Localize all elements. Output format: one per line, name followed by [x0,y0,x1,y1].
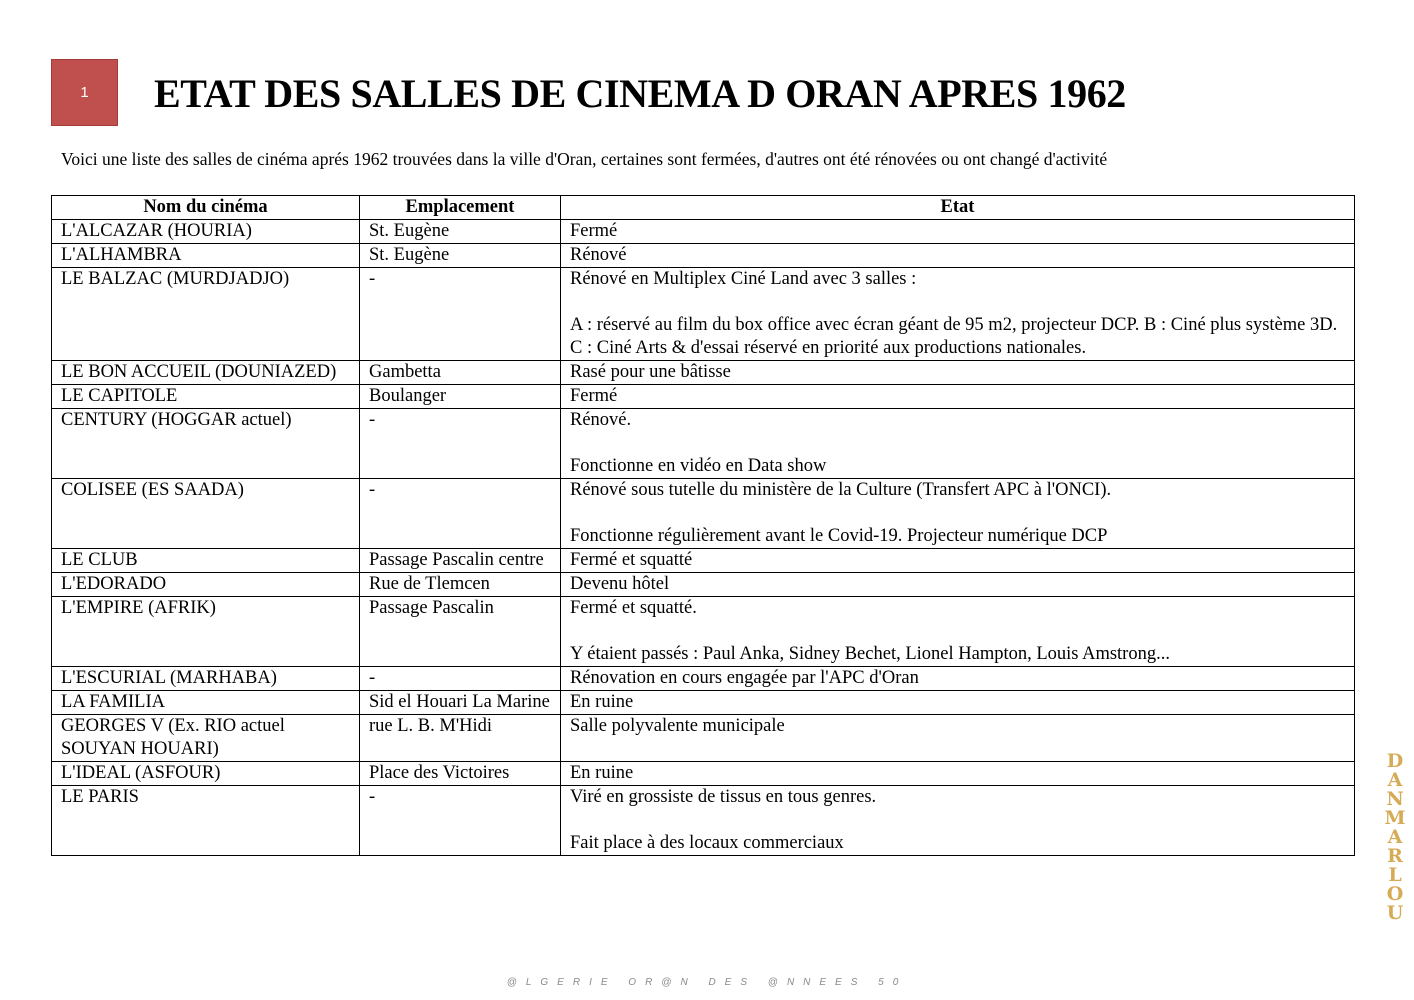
state-line [570,809,1345,832]
state-line: Salle polyvalente municipale [570,716,785,736]
table-row [52,385,1355,409]
watermark-text: DANMARLOU [1384,750,1406,921]
cinema-state-cell [561,597,1355,667]
cinema-state-cell [561,244,1355,268]
table-row [52,409,1355,479]
cinema-name-cell: L'IDEAL (ASFOUR) [52,762,360,786]
cinema-name-cell: CENTURY (HOGGAR actuel) [52,409,360,479]
cinema-location-cell: - [360,479,561,549]
cinema-name-cell: LE BALZAC (MURDJADJO) [52,268,360,361]
cinema-name-cell: L'ESCURIAL (MARHABA) [52,667,360,691]
cinema-location-cell: - [360,786,561,856]
cinema-state-cell [561,715,1355,762]
state-line: Rasé pour une bâtisse [570,362,731,382]
cinema-state-cell [561,409,1355,479]
state-line: Rénové sous tutelle du ministère de la Culture (Transfert APC à l'ONCI). [570,480,1112,500]
intro-paragraph: Voici une liste des salles de cinéma aprés 1962 trouvées dans la ville d'Oran, certaines sont fermées, d'autres ont été rénovées ou ont changé d'activité [61,149,1108,169]
page-number: 1 [80,84,89,101]
state-line: A : réservé au film du box office avec écran géant de 95 m2, projecteur DCP. B : Ciné plus système 3D. C : Ciné Arts & d'essai réservé en priorité aux productions nationales. [570,315,1342,358]
page-title: ETAT DES SALLES DE CINEMA D ORAN APRES 1962 [154,71,1126,116]
cinema-location-cell: Passage Pascalin [360,597,561,667]
table-row [52,244,1355,268]
state-line: Rénové en Multiplex Ciné Land avec 3 salles : [570,269,917,289]
cinema-location-cell: St. Eugène [360,244,561,268]
cinema-location-cell: Passage Pascalin centre [360,549,561,573]
table-row [52,667,1355,691]
state-line [570,291,1345,314]
cinema-table [51,195,1355,856]
cinema-state-cell [561,549,1355,573]
cinema-location-cell: Place des Victoires [360,762,561,786]
table-row [52,220,1355,244]
cinema-name-cell: LA FAMILIA [52,691,360,715]
cinema-state-cell [561,573,1355,597]
cinema-name-cell: L'ALCAZAR (HOURIA) [52,220,360,244]
cinema-name-cell: COLISEE (ES SAADA) [52,479,360,549]
table-row [52,762,1355,786]
table-row [52,597,1355,667]
cinema-state-cell [561,479,1355,549]
table-row [52,691,1355,715]
state-line: En ruine [570,763,634,783]
state-line: Viré en grossiste de tissus en tous genres. [570,787,877,807]
state-line: Fermé et squatté [570,550,693,570]
cinema-state-cell [561,385,1355,409]
cinema-location-cell: Sid el Houari La Marine [360,691,561,715]
cinema-name-cell: GEORGES V (Ex. RIO actuel SOUYAN HOUARI) [52,715,360,762]
cinema-state-cell [561,667,1355,691]
cinema-state-cell [561,786,1355,856]
cinema-state-cell [561,268,1355,361]
state-line: Fermé et squatté. [570,598,697,618]
table-row [52,573,1355,597]
table-row [52,479,1355,549]
side-watermark [1380,750,1410,965]
cinema-name-cell: LE BON ACCUEIL (DOUNIAZED) [52,361,360,385]
state-line: En ruine [570,692,634,712]
state-line: Devenu hôtel [570,574,670,594]
cinema-name-cell: LE CAPITOLE [52,385,360,409]
footer-caption: @LGERIE OR@N DES @NNEES 50 [506,977,908,988]
cinema-location-cell: St. Eugène [360,220,561,244]
state-line: Fonctionne régulièrement avant le Covid-19. Projecteur numérique DCP [570,526,1108,546]
table-row [52,786,1355,856]
state-line: Fermé [570,221,618,241]
table-row [52,715,1355,762]
cinema-name-cell: L'EMPIRE (AFRIK) [52,597,360,667]
cinema-state-cell [561,762,1355,786]
state-line [570,620,1345,643]
header-name: Nom du cinéma [52,196,360,220]
state-line: Rénové. [570,410,632,430]
cinema-location-cell: rue L. B. M'Hidi [360,715,561,762]
state-line: Fait place à des locaux commerciaux [570,833,844,853]
header-location: Emplacement [360,196,561,220]
page-number-badge [51,59,118,126]
state-line [570,432,1345,455]
table-header-row [52,196,1355,220]
cinema-state-cell [561,691,1355,715]
cinema-name-cell: L'EDORADO [52,573,360,597]
cinema-name-cell: L'ALHAMBRA [52,244,360,268]
state-line: Rénové [570,245,627,265]
cinema-name-cell: LE CLUB [52,549,360,573]
state-line: Y étaient passés : Paul Anka, Sidney Bechet, Lionel Hampton, Louis Amstrong... [570,644,1170,664]
table-row [52,361,1355,385]
cinema-location-cell: - [360,268,561,361]
cinema-location-cell: - [360,667,561,691]
state-line: Fonctionne en vidéo en Data show [570,456,827,476]
header-state: Etat [561,196,1355,220]
table-body [52,220,1355,856]
cinema-state-cell [561,361,1355,385]
cinema-location-cell: Boulanger [360,385,561,409]
cinema-state-cell [561,220,1355,244]
table-row [52,549,1355,573]
cinema-location-cell: - [360,409,561,479]
cinema-location-cell: Gambetta [360,361,561,385]
state-line: Fermé [570,386,618,406]
table-row [52,268,1355,361]
state-line: Rénovation en cours engagée par l'APC d'Oran [570,668,919,688]
cinema-name-cell: LE PARIS [52,786,360,856]
state-line [570,502,1345,525]
cinema-location-cell: Rue de Tlemcen [360,573,561,597]
